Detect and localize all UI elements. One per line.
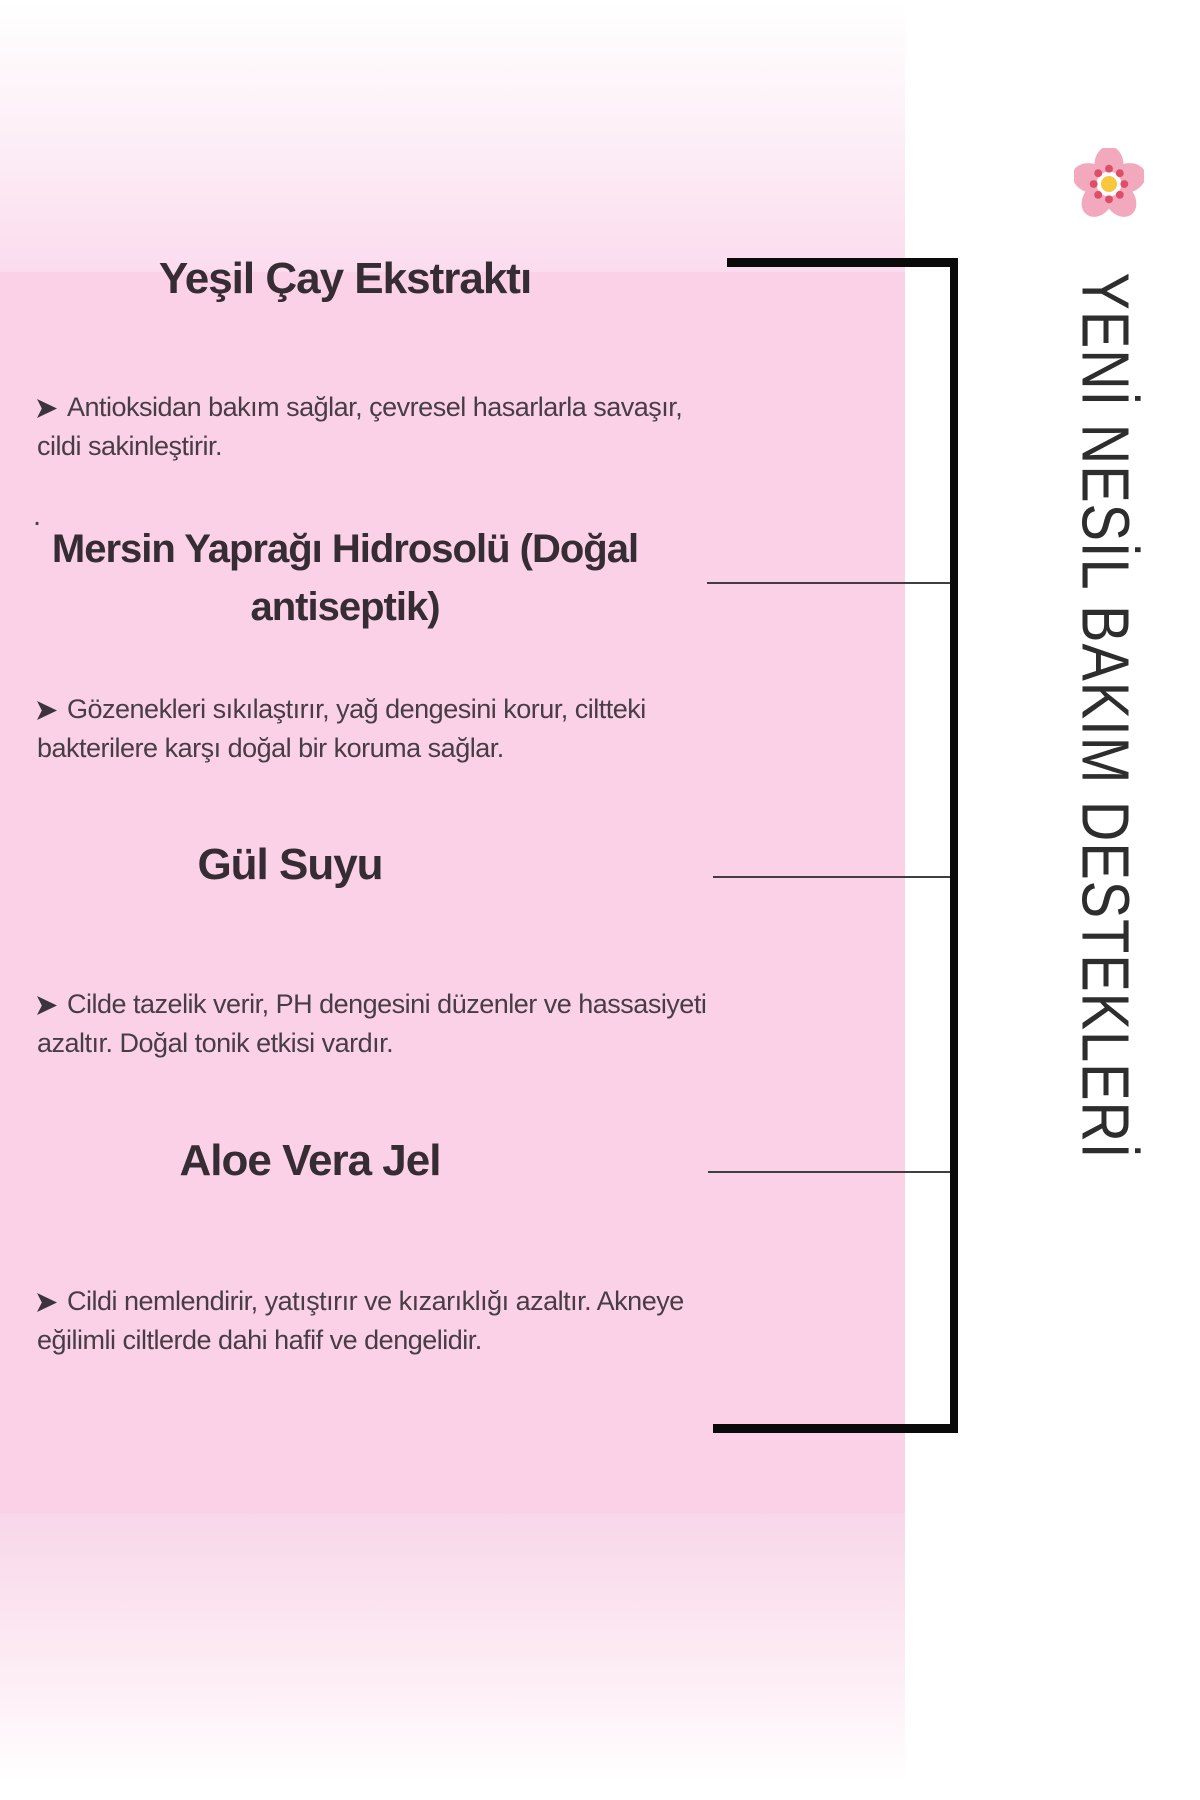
stray-dot: . xyxy=(33,500,42,532)
bullet-line: bakterilere karşı doğal bir koruma sağlar. xyxy=(37,733,504,763)
bullet-mersin xyxy=(37,690,777,768)
bullet-yesil-cay xyxy=(37,388,777,466)
pink-gradient-top xyxy=(0,0,905,272)
bullet-arrow-icon xyxy=(37,399,57,418)
bullet-line: Gözenekleri sıkılaştırır, yağ dengesini korur, ciltteki xyxy=(37,690,777,729)
pink-gradient-bottom xyxy=(0,1513,905,1800)
vertical-title: YENİ NESİL BAKIM DESTEKLERİ xyxy=(1068,272,1144,1160)
bullet-line: Cildi nemlendirir, yatıştırır ve kızarıklığı azaltır. Akneye xyxy=(37,1282,777,1321)
section-heading-aloe-vera: Aloe Vera Jel xyxy=(179,1136,441,1185)
bullet-line: cildi sakinleştirir. xyxy=(37,431,223,461)
bracket-vertical-line xyxy=(950,258,958,1433)
bracket-top-line xyxy=(727,258,958,267)
connector-line-gul-suyu xyxy=(713,876,950,878)
bullet-line: eğilimli ciltlerde dahi hafif ve dengelidir. xyxy=(37,1325,482,1355)
bullet-aloe-vera xyxy=(37,1282,777,1360)
bracket-bottom-line xyxy=(713,1424,958,1433)
section-heading-mersin: Mersin Yaprağı Hidrosolü (Doğal antiseptik) xyxy=(51,527,639,629)
connector-line-aloe-vera xyxy=(708,1171,950,1173)
bullet-arrow-icon xyxy=(37,996,57,1015)
cherry-blossom-icon xyxy=(1074,148,1144,220)
bullet-gul-suyu xyxy=(37,985,777,1063)
connector-line-mersin xyxy=(707,582,950,584)
bullet-line: Antioksidan bakım sağlar, çevresel hasarlarla savaşır, xyxy=(37,388,777,427)
bullet-arrow-icon xyxy=(37,701,57,720)
bullet-line: Cilde tazelik verir, PH dengesini düzenler ve hassasiyeti xyxy=(37,985,777,1024)
bullet-arrow-icon xyxy=(37,1293,57,1312)
section-heading-yesil-cay: Yeşil Çay Ekstraktı xyxy=(158,254,532,303)
bullet-line: azaltır. Doğal tonik etkisi vardır. xyxy=(37,1028,394,1058)
section-heading-gul-suyu: Gül Suyu xyxy=(197,840,383,889)
